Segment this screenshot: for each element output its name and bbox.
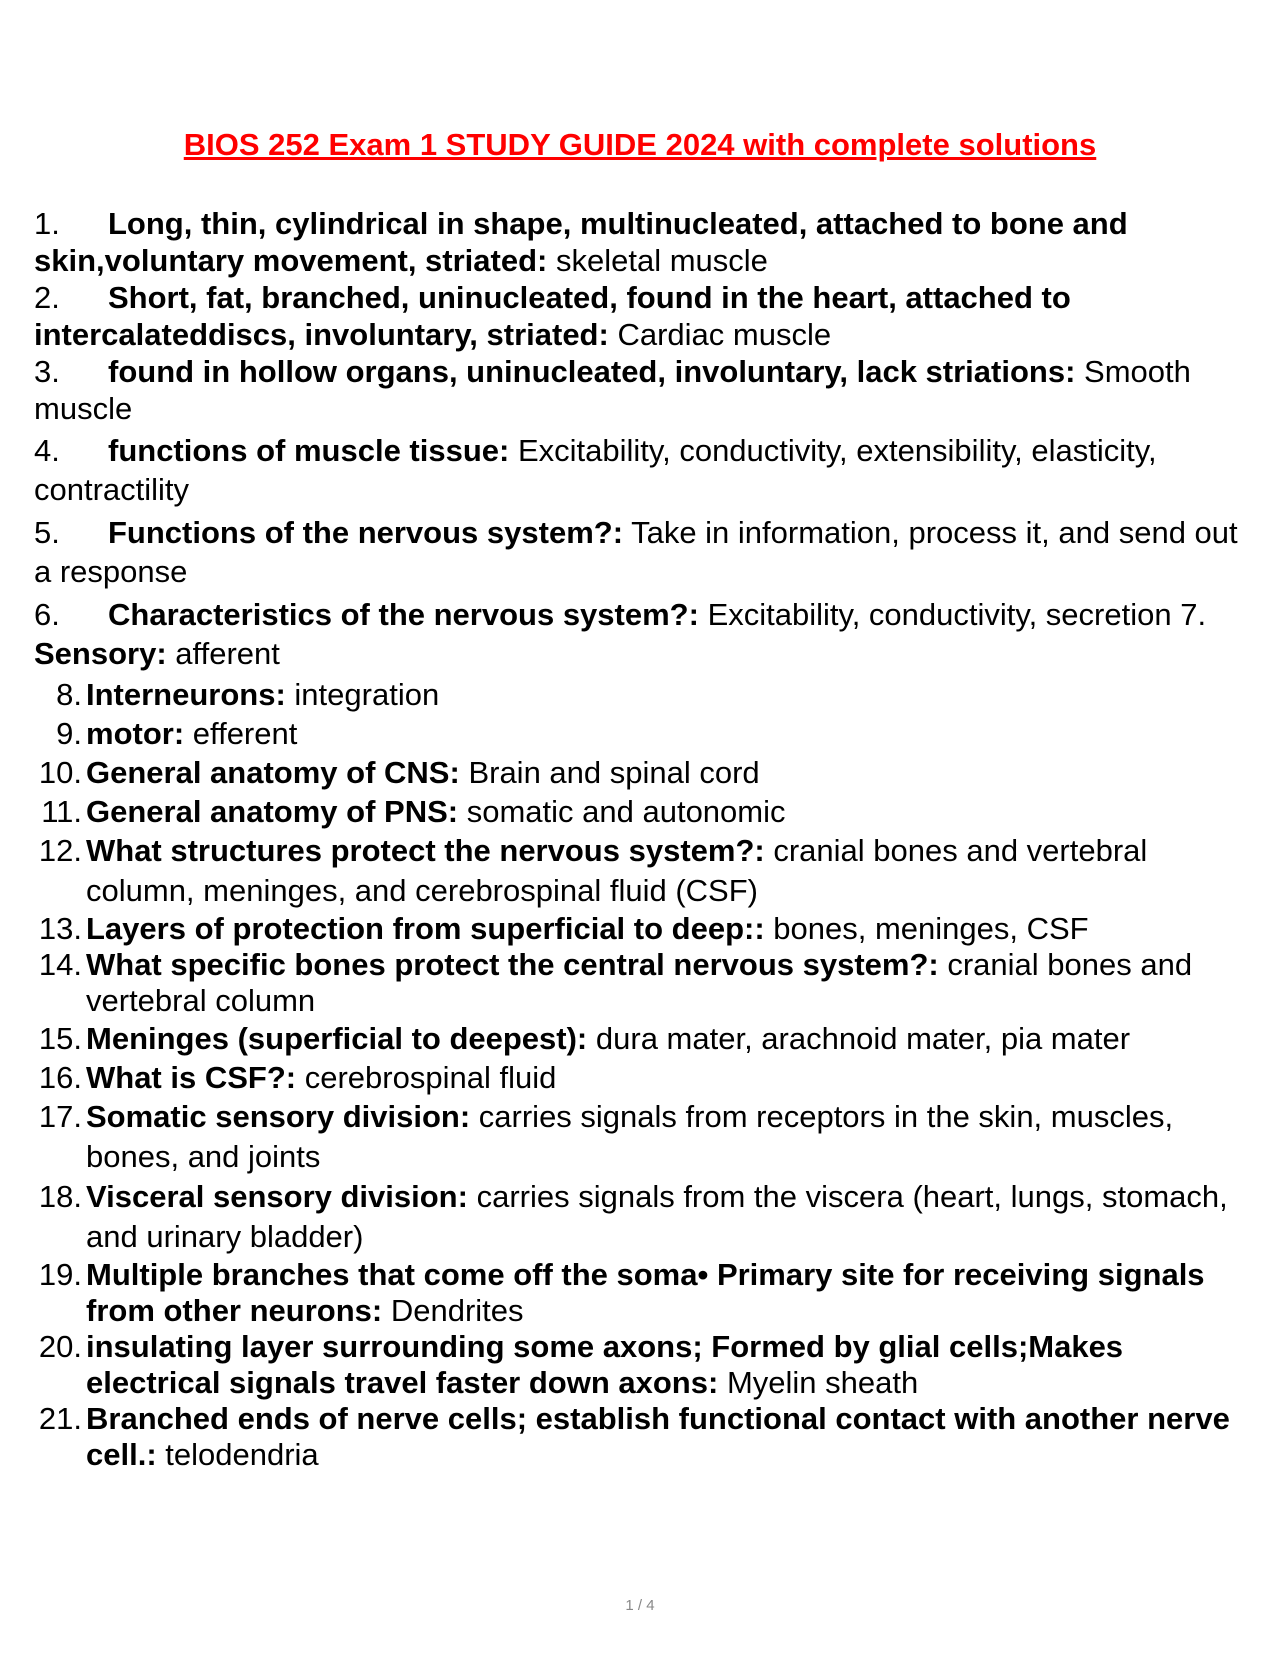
question-text: Layers of protection from superficial to deep:: — [86, 911, 765, 946]
answer-text: carries signals from receptors in the skin, muscles, bones, and joints — [86, 1099, 1174, 1174]
question-21 — [34, 1401, 1249, 1473]
question-number: 20. — [38, 1329, 82, 1364]
question-text: What specific bones protect the central nervous system?: — [86, 947, 939, 982]
answer-text: cranial bones and vertebral column, meninges, and cerebrospinal fluid (CSF) — [86, 833, 1148, 908]
answer-text: dura mater, arachnoid mater, pia mater — [595, 1021, 1131, 1056]
answer-text: cranial bones and vertebral column — [86, 947, 1193, 1018]
answer-text: Excitability, conductivity, extensibility, elasticity, contractility — [34, 433, 1157, 507]
question-text: What structures protect the nervous system?: — [86, 833, 765, 868]
answer-text: efferent — [192, 716, 298, 751]
question-number: 11. — [41, 794, 82, 829]
question-14 — [34, 947, 1249, 1019]
question-2 — [34, 279, 1249, 353]
answer-text: Brain and spinal cord — [468, 755, 760, 790]
question-number: 17. — [38, 1099, 82, 1134]
question-number: 16. — [38, 1060, 82, 1095]
question-4 — [34, 431, 1249, 509]
question-18 — [34, 1177, 1249, 1257]
answer-text: Smooth muscle — [34, 354, 1191, 426]
question-19 — [34, 1257, 1249, 1329]
question-text: General anatomy of CNS: — [86, 755, 460, 790]
question-text: Multiple branches that come off the soma• Primary site for receiving signals from other neurons: — [86, 1257, 1205, 1328]
question-11 — [34, 792, 1249, 831]
question-text: What is CSF?: — [86, 1060, 297, 1095]
answer-text: Dendrites — [390, 1293, 524, 1328]
question-number: 4. — [34, 433, 60, 468]
question-1 — [34, 205, 1249, 279]
question-8 — [34, 675, 1249, 714]
question-text: motor: — [86, 716, 185, 751]
question-number: 5. — [34, 515, 60, 550]
answer-text: Cardiac muscle — [617, 317, 832, 352]
question-text: Short, fat, branched, uninucleated, found in the heart, attached to intercalateddiscs, involuntary, striated: — [34, 280, 1071, 352]
question-text: Interneurons: — [86, 677, 286, 712]
question-number: 18. — [38, 1179, 82, 1214]
answer-text: Take in information, process it, and send out a response — [34, 515, 1238, 589]
question-text: Visceral sensory division: — [86, 1179, 468, 1214]
question-3 — [34, 353, 1249, 427]
question-number: 10. — [38, 755, 82, 790]
answer-text: Myelin sheath — [726, 1365, 919, 1400]
question-16 — [34, 1058, 1249, 1097]
question-number: 8. — [56, 677, 82, 712]
answer-text: skeletal muscle — [556, 243, 768, 278]
question-5 — [34, 513, 1249, 591]
study-guide-content — [34, 205, 1249, 1473]
question-9 — [34, 714, 1249, 753]
question-text: Characteristics of the nervous system?: — [108, 597, 699, 632]
question-number: 19. — [38, 1257, 82, 1292]
answer-text: cerebrospinal fluid — [304, 1060, 557, 1095]
question-text: Sensory: — [34, 636, 167, 671]
question-number: 6. — [34, 597, 60, 632]
question-15 — [34, 1019, 1249, 1058]
question-number: 14. — [38, 947, 82, 982]
question-text: Long, thin, cylindrical in shape, multinucleated, attached to bone and skin,voluntary movement, striated: — [34, 206, 1128, 278]
answer-text: afferent — [175, 636, 280, 671]
question-number: 1. — [34, 206, 60, 241]
question-text: insulating layer surrounding some axons; Formed by glial cells;Makes electrical signals travel faster down axons: — [86, 1329, 1124, 1400]
question-number: 2. — [34, 280, 60, 315]
question-20 — [34, 1329, 1249, 1401]
question-text: General anatomy of PNS: — [86, 794, 459, 829]
question-number: 15. — [38, 1021, 82, 1056]
question-text: Somatic sensory division: — [86, 1099, 471, 1134]
question-text: functions of muscle tissue: — [108, 433, 510, 468]
question-number: 9. — [56, 716, 82, 751]
answer-text: Excitability, conductivity, secretion 7. — [707, 597, 1207, 632]
question-text: found in hollow organs, uninucleated, involuntary, lack striations: — [108, 354, 1076, 389]
question-12 — [34, 831, 1249, 911]
answer-text: bones, meninges, CSF — [773, 911, 1089, 946]
answer-text: somatic and autonomic — [466, 794, 786, 829]
answer-text: telodendria — [165, 1437, 319, 1472]
document-title: BIOS 252 Exam 1 STUDY GUIDE 2024 with complete solutions — [183, 127, 1097, 162]
answer-text: integration — [294, 677, 440, 712]
question-13 — [34, 911, 1249, 947]
question-number: 3. — [34, 354, 60, 389]
answer-text: carries signals from the viscera (heart, lungs, stomach, and urinary bladder) — [86, 1179, 1228, 1254]
question-text: Branched ends of nerve cells; establish functional contact with another nerve cell.: — [86, 1401, 1230, 1472]
question-number: 21. — [38, 1401, 82, 1436]
question-6 — [34, 595, 1249, 673]
question-10 — [34, 753, 1249, 792]
question-text: Meninges (superficial to deepest): — [86, 1021, 588, 1056]
page-indicator: 1 / 4 — [625, 1597, 655, 1614]
question-number: 12. — [38, 833, 82, 868]
question-number: 13. — [38, 911, 82, 946]
question-17 — [34, 1097, 1249, 1177]
question-text: Functions of the nervous system?: — [108, 515, 624, 550]
